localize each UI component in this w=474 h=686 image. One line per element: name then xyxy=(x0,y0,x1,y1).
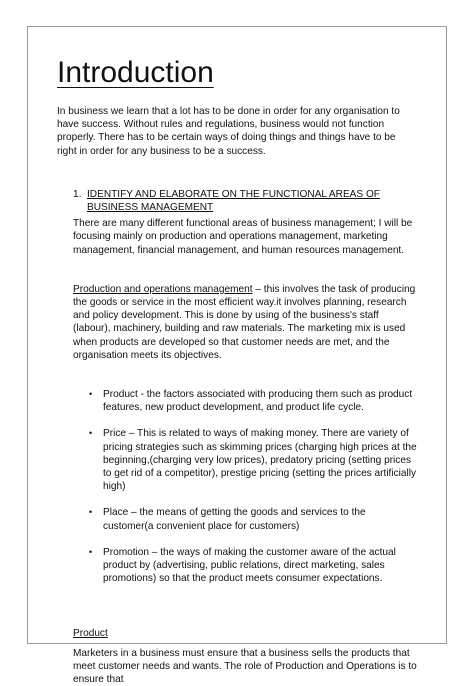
production-operations-label: Production and operations management xyxy=(73,283,253,295)
product-paragraph: Marketers in a business must ensure that a business sells the products that meet customer needs and wants. The role of Production and Operations is to ensure that xyxy=(73,647,417,686)
production-operations-paragraph xyxy=(73,283,417,362)
bullet-icon: • xyxy=(89,507,93,518)
product-heading: Product xyxy=(73,628,108,640)
list-item-text: Place – the means of getting the goods and services to the customer(a convenient place for customers) xyxy=(103,507,366,532)
functional-areas-paragraph: There are many different functional areas of business management; I will be focusing mainly on production and operations management, marketing management, financial management, and human resources management. xyxy=(73,218,413,256)
section-heading-text: IDENTIFY AND ELABORATE ON THE FUNCTIONAL AREAS OF BUSINESS MANAGEMENT xyxy=(87,188,380,214)
marketing-mix-list xyxy=(89,388,417,585)
section-number: 1. xyxy=(73,188,82,200)
list-item-text: Product - the factors associated with producing them such as product features, new product development, and product life cycle. xyxy=(103,389,413,414)
list-item xyxy=(89,506,417,532)
intro-paragraph: In business we learn that a lot has to be done in order for any organisation to have success. Without rules and regulations, business would not function properly. There has to be certain ways of doing things and things have to be right in order for any business to be a success. xyxy=(57,106,400,157)
list-item xyxy=(89,388,417,414)
section-heading xyxy=(73,188,417,214)
list-item-text: Promotion – the ways of making the customer aware of the actual product by (advertising, public relations, direct marketing, sales promotions) so that the product meets consumer expectations. xyxy=(103,546,396,585)
list-item xyxy=(89,427,417,493)
list-item-text: Price – This is related to ways of making money. There are variety of pricing strategies such as skimming prices (charging high prices at the beginning,(charging very low prices), predatory pricing (setting prices to get rid of a competitor), prestige pricing (setting the prices artificially high) xyxy=(103,428,417,493)
bullet-icon: • xyxy=(89,546,93,557)
bullet-icon: • xyxy=(89,428,93,439)
bullet-icon: • xyxy=(89,389,93,400)
production-operations-text: – this involves the task of producing the goods or service in the most efficient way.it involves planning, research and policy development. This is done by using of the business's staff (labour), machinery, building and raw materials. The marketing mix is used when products are developed so that customer needs are met, and the organisation meets its objectives. xyxy=(73,283,416,361)
document-body xyxy=(57,54,417,686)
list-item xyxy=(89,546,417,586)
document-title: Introduction xyxy=(57,56,214,89)
